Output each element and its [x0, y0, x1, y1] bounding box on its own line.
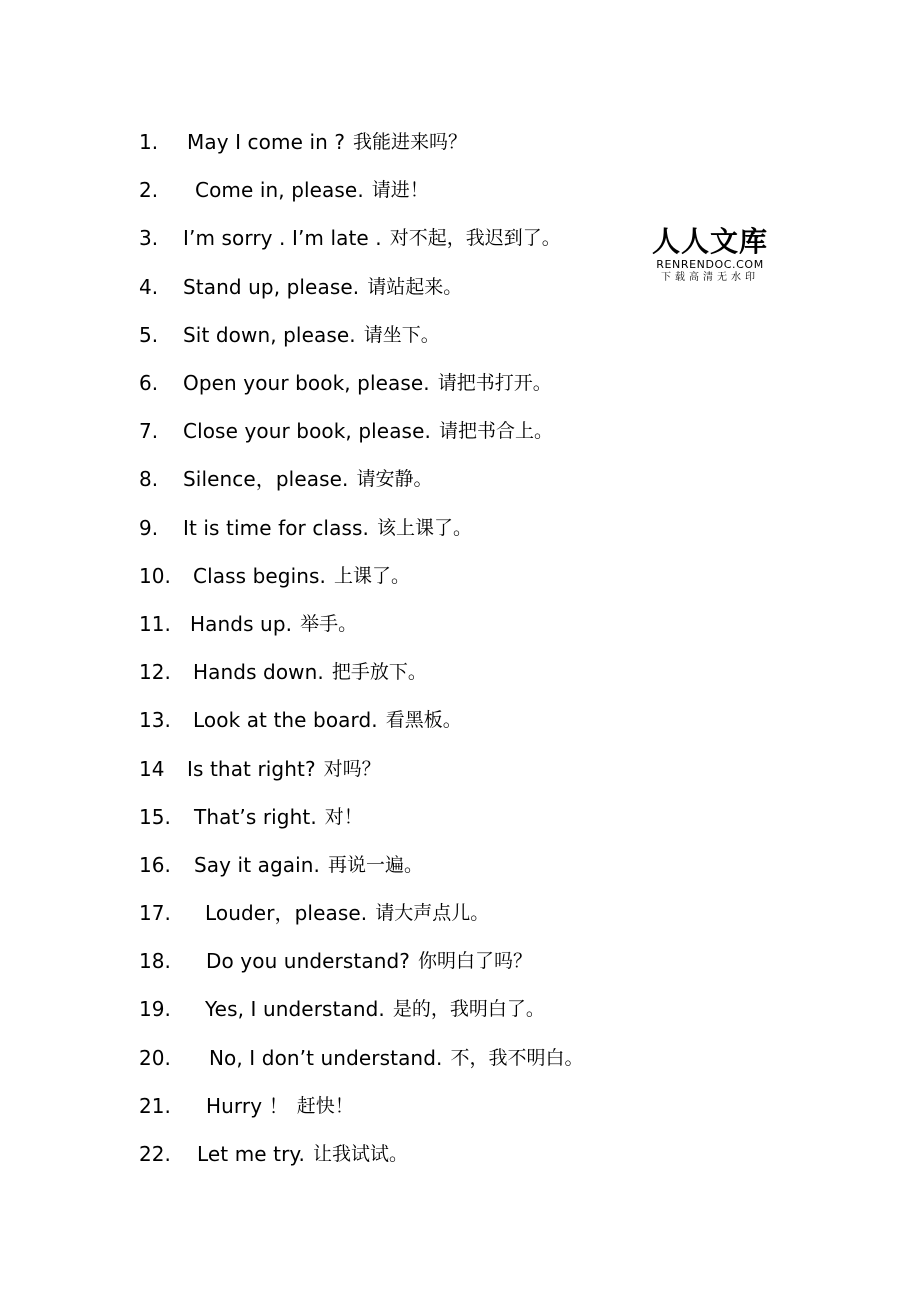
item-number: 19.	[139, 997, 171, 1022]
list-item	[139, 600, 583, 648]
english-phrase: It is time for class.	[183, 515, 369, 540]
english-phrase: Do you understand?	[206, 949, 410, 974]
chinese-translation: 请把书打开。	[437, 372, 552, 395]
item-number: 2.	[139, 178, 159, 203]
list-item	[139, 1034, 583, 1082]
item-number: 3.	[139, 226, 159, 251]
english-phrase: Let me try.	[197, 1142, 305, 1167]
list-item	[139, 841, 583, 889]
classroom-phrase-list	[139, 118, 583, 1178]
list-item	[139, 648, 583, 696]
item-number: 17.	[139, 901, 171, 926]
chinese-translation: 是的，我明白了。	[392, 998, 545, 1021]
english-phrase: Is that right?	[187, 756, 316, 781]
watermark-subtitle: 下载高清无水印	[661, 272, 759, 283]
chinese-translation: 对吗？	[323, 757, 381, 780]
chinese-translation: 对！	[324, 805, 363, 828]
list-item	[139, 214, 583, 262]
chinese-translation: 你明白了吗？	[417, 950, 532, 973]
list-item	[139, 1130, 583, 1178]
item-number: 22.	[139, 1142, 171, 1167]
chinese-translation: 请安静。	[356, 468, 433, 491]
chinese-translation: 上课了。	[333, 564, 410, 587]
list-item	[139, 263, 583, 311]
watermark-title: 人人文库	[651, 225, 768, 258]
english-phrase: Stand up, please.	[183, 274, 360, 299]
english-phrase: Open your book, please.	[183, 371, 430, 396]
chinese-translation: 请把书合上。	[438, 420, 553, 443]
item-number: 1.	[139, 130, 159, 155]
english-phrase: May I come in ?	[187, 130, 346, 155]
item-number: 16.	[139, 852, 171, 877]
item-number: 14	[139, 756, 165, 781]
renrendoc-watermark-logo	[646, 226, 774, 284]
chinese-translation: 请大声点儿。	[375, 902, 490, 925]
english-phrase: Look at the board.	[193, 708, 378, 733]
english-phrase: Yes, I understand.	[205, 997, 385, 1022]
item-number: 20.	[139, 1045, 171, 1070]
english-phrase: Close your book, please.	[183, 419, 431, 444]
english-phrase: Say it again.	[194, 852, 320, 877]
english-phrase: Louder，please.	[205, 901, 368, 926]
list-item	[139, 985, 583, 1033]
english-phrase: Sit down, please.	[183, 322, 356, 347]
item-number: 4.	[139, 274, 159, 299]
english-phrase: Silence，please.	[183, 467, 349, 492]
item-number: 6.	[139, 371, 159, 396]
list-item	[139, 166, 583, 214]
list-item	[139, 118, 583, 166]
list-item	[139, 696, 583, 744]
item-number: 13.	[139, 708, 171, 733]
watermark-domain: RENRENDOC.COM	[656, 258, 764, 271]
chinese-translation: 再说一遍。	[328, 853, 424, 876]
item-number: 12.	[139, 660, 171, 685]
chinese-translation: 请站起来。	[367, 275, 463, 298]
english-phrase: I’m sorry . I’m late .	[183, 226, 382, 251]
chinese-translation: 看黑板。	[385, 709, 462, 732]
list-item	[139, 407, 583, 455]
item-number: 7.	[139, 419, 159, 444]
chinese-translation: 不，我不明白。	[450, 1046, 584, 1069]
list-item	[139, 455, 583, 503]
item-number: 5.	[139, 322, 159, 347]
chinese-translation: 举手。	[300, 612, 358, 635]
list-item	[139, 889, 583, 937]
list-item	[139, 793, 583, 841]
chinese-translation: 我能进来吗？	[353, 131, 468, 154]
chinese-translation: 把手放下。	[331, 661, 427, 684]
list-item	[139, 937, 583, 985]
english-phrase: Hands up.	[190, 611, 293, 636]
english-phrase: That’s right.	[194, 804, 317, 829]
item-number: 8.	[139, 467, 159, 492]
english-phrase: Come in, please.	[195, 178, 364, 203]
list-item	[139, 552, 583, 600]
item-number: 21.	[139, 1093, 171, 1118]
chinese-translation: 该上课了。	[376, 516, 472, 539]
chinese-translation: 请坐下。	[363, 323, 440, 346]
item-number: 11.	[139, 611, 171, 636]
list-item	[139, 311, 583, 359]
chinese-translation: 对不起，我迟到了。	[389, 227, 561, 250]
chinese-translation: 请进！	[371, 179, 429, 202]
list-item	[139, 744, 583, 792]
item-number: 15.	[139, 804, 171, 829]
english-phrase: Hurry ！	[206, 1093, 289, 1118]
list-item	[139, 359, 583, 407]
chinese-translation: 让我试试。	[312, 1143, 408, 1166]
item-number: 10.	[139, 563, 171, 588]
list-item	[139, 504, 583, 552]
item-number: 9.	[139, 515, 159, 540]
english-phrase: Hands down.	[193, 660, 324, 685]
item-number: 18.	[139, 949, 171, 974]
english-phrase: Class begins.	[193, 563, 326, 588]
list-item	[139, 1082, 583, 1130]
chinese-translation: 赶快！	[296, 1094, 354, 1117]
english-phrase: No, I don’t understand.	[209, 1045, 443, 1070]
